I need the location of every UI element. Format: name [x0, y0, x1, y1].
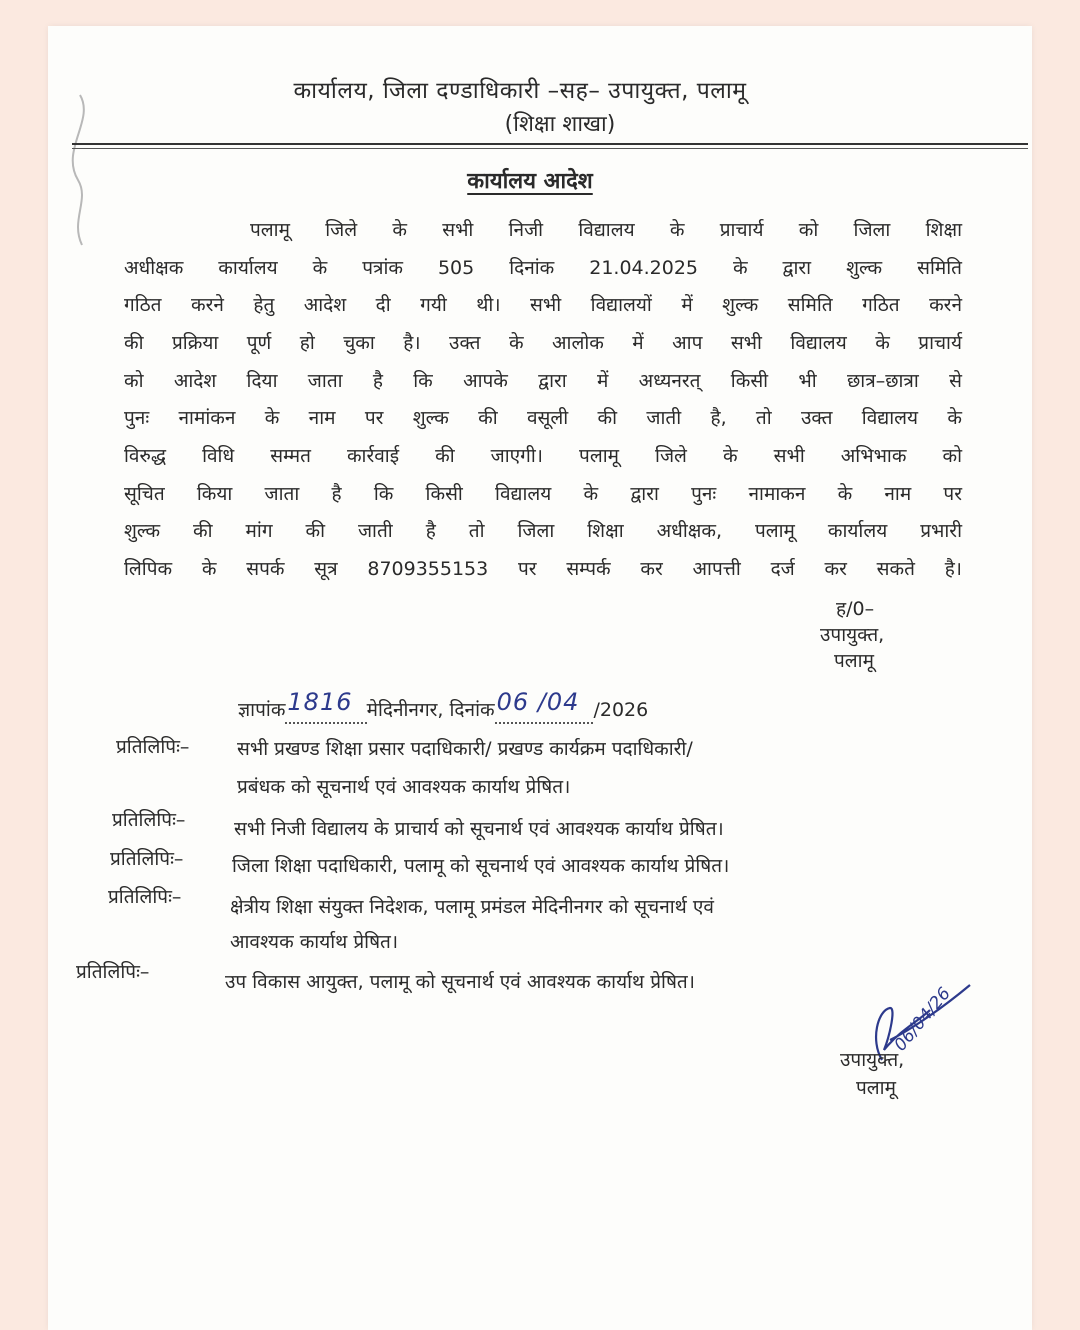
body-line: को आदेश दिया जाता है कि आपके द्वारा में अध्यनरत् किसी भी छात्र–छात्रा से [124, 370, 962, 392]
body-line: शुल्क की मांग की जाती है तो जिला शिक्षा अधीक्षक, पलामू कार्यालय प्रभारी [124, 520, 962, 542]
copy-text: सभी निजी विद्यालय के प्राचार्य को सूचनार्थ एवं आवश्यक कार्याथ प्रेषित। [234, 818, 724, 840]
body-line: सूचित किया जाता है कि किसी विद्यालय के द्वारा पुनः नामाकन के नाम पर [124, 483, 962, 505]
body-line: गठित करने हेतु आदेश दी गयी थी। सभी विद्यालयों में शुल्क समिति गठित करने [124, 294, 962, 316]
copy-label: प्रतिलिपिः– [108, 886, 182, 908]
signatory-place: पलामू [856, 1077, 896, 1099]
header-rule-thick [72, 143, 1028, 145]
memo-date: 06 /04 [496, 688, 580, 716]
body-line: लिपिक के सपर्क सूत्र 8709355153 पर सम्पर्क कर आपत्ती दर्ज कर सकते है। [124, 558, 962, 580]
body-line: की प्रक्रिया पूर्ण हो चुका है। उक्त के आलोक में आप सभी विद्यालय के प्राचार्य [124, 332, 962, 354]
copy-text: सभी प्रखण्ड शिक्षा प्रसार पदाधिकारी/ प्रखण्ड कार्यक्रम पदाधिकारी/ [237, 738, 693, 760]
body-line: पलामू जिले के सभी निजी विद्यालय के प्राचार्य को जिला शिक्षा [250, 219, 962, 241]
memo-number: 1816 [287, 688, 353, 716]
copy-label: प्रतिलिपिः– [110, 848, 184, 870]
order-title: कार्यालय आदेश [467, 169, 593, 194]
copy-label: प्रतिलिपिः– [112, 809, 186, 831]
copy-text: उप विकास आयुक्त, पलामू को सूचनार्थ एवं आवश्यक कार्याथ प्रेषित। [225, 971, 695, 993]
body-line: अधीक्षक कार्यालय के पत्रांक 505 दिनांक 21.04.2025 के द्वारा शुल्क समिति [124, 257, 962, 279]
memo-place-date-label: मेदिनीनगर, दिनांक [366, 699, 495, 721]
body-line: विरुद्ध विधि सम्मत कार्रवाई की जाएगी। पलामू जिले के सभी अभिभाक को [124, 445, 962, 467]
signed-mark: ह/0– [836, 598, 875, 620]
copy-text: जिला शिक्षा पदाधिकारी, पलामू को सूचनार्थ एवं आवश्यक कार्याथ प्रेषित। [232, 855, 730, 877]
copy-label: प्रतिलिपिः– [76, 961, 150, 983]
copy-label: प्रतिलिपिः– [116, 736, 190, 758]
signatory-designation: उपायुक्त, [840, 1049, 905, 1071]
memo-year: /2026 [593, 699, 649, 721]
signature-date: 06/04/26 [890, 983, 955, 1056]
copy-text: प्रबंधक को सूचनार्थ एवं आवश्यक कार्याथ प्रेषित। [237, 776, 571, 798]
body-line: पुनः नामांकन के नाम पर शुल्क की वसूली की जाती है, तो उक्त विद्यालय के [124, 407, 962, 429]
header-rule-thin [72, 148, 1028, 149]
memo-label: ज्ञापांक [238, 699, 286, 721]
signatory-place: पलामू [834, 650, 874, 672]
branch-header: (शिक्षा शाखा) [504, 112, 616, 137]
office-header: कार्यालय, जिला दण्डाधिकारी –सह– उपायुक्त, पलामू [293, 78, 747, 104]
signatory-designation: उपायुक्त, [820, 624, 885, 646]
memo-reference [238, 688, 649, 724]
copy-text: आवश्यक कार्याथ प्रेषित। [230, 931, 399, 953]
copy-text: क्षेत्रीय शिक्षा संयुक्त निदेशक, पलामू प्रमंडल मेदिनीनगर को सूचनार्थ एवं [230, 896, 714, 918]
